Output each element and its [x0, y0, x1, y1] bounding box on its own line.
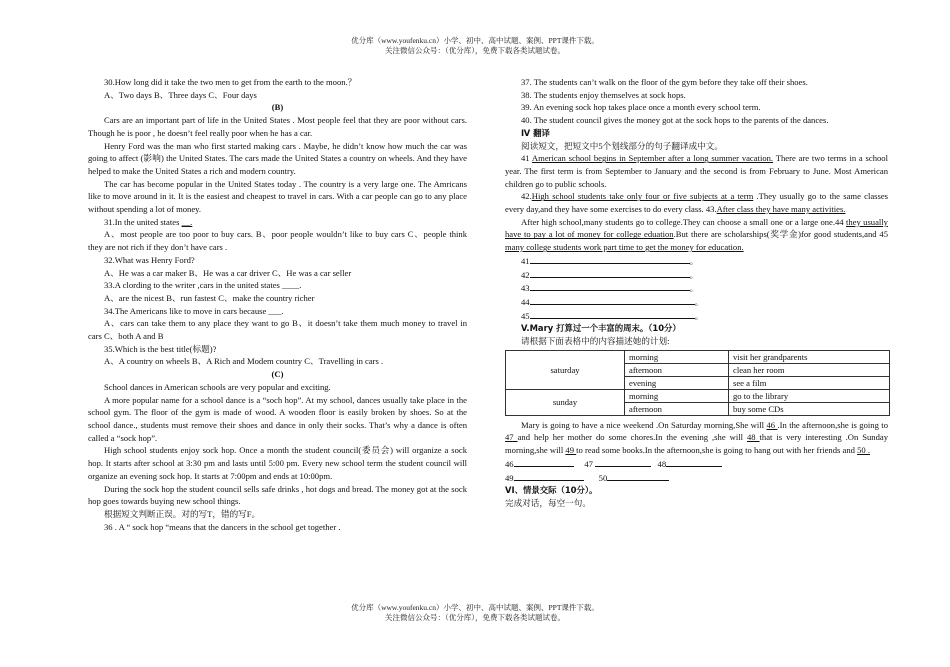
- question-33-options: A、are the nicest B、run fastest C、make the country richer: [104, 292, 315, 303]
- mary-text-2: .In the afternoon,she is going to: [777, 419, 888, 430]
- page-footer: [0, 603, 950, 623]
- question-36: 36 . A “ sock hop “means that the dancers in the school get together .: [104, 521, 341, 532]
- blank-46[interactable]: 46: [766, 419, 778, 430]
- passage-b-paragraph-2: Henry Ford was the man who first started making cars . Maybe, he didn’t know how much the car was going to affect (影响) the United States. The cars made the United States a country on wheels. And they have helped to make the United States a rich and modern country.: [88, 140, 467, 176]
- t42-rest: .They usually go to the same classes every day,and they have some exercises to do every class. 43.: [505, 191, 888, 215]
- t42-number: 42.: [521, 191, 532, 202]
- question-31-options: A、most people are too poor to buy cars. B、poor people wouldn’t like to buy cars C、people think they are not rich if they don’t have cars .: [88, 229, 467, 253]
- section-6-instructions: 完成对话，每空一句。: [505, 497, 591, 508]
- answer-45-blank[interactable]: [530, 309, 695, 319]
- weekend-plan-table: [505, 350, 890, 416]
- answers-row-2: [505, 471, 888, 485]
- question-31-blank: __.: [181, 216, 193, 227]
- passage-c-paragraph-3: High school students enjoy sock hop. Once a month the student council(委员会) will organize a sock hop. It starts after school at 3:30 pm and lasts until 5:00 pm. Every new school term the student council will organize an evening sock hop. It starts at 7:00pm and ends at 10:00pm.: [88, 445, 467, 481]
- section-b-heading: (B): [271, 102, 284, 113]
- header-line-1: 优分库（www.youfenku.cn）小学、初中、高中试题、案例、PPT课件下载。: [351, 36, 599, 45]
- blank-48[interactable]: 48: [746, 432, 760, 443]
- table-row: [506, 350, 890, 363]
- translation-paragraph-2: [505, 190, 888, 215]
- answer-48-blank[interactable]: [666, 457, 722, 467]
- answer-46-blank[interactable]: [514, 457, 574, 467]
- question-31: [88, 216, 467, 229]
- mary-text-1: Mary is going to have a nice weekend .On Saturday morning,She will: [521, 419, 767, 430]
- passage-b-paragraph-3: The car has become popular in the United States today . The country is a very large one. The Amricans like to move around in it. It is the easiest and cheapest to travel in cars. With a car people can go to any place without spending a lot of money.: [88, 178, 467, 215]
- question-33: 33.A clording to the writer ,cars in the united states ____.: [104, 280, 302, 291]
- t45-underlined: many college students work part time to get the money for education.: [505, 242, 744, 253]
- mary-paragraph: [505, 419, 888, 457]
- answer-41-label: 41: [521, 255, 530, 266]
- answer-45-end: 。: [694, 310, 704, 321]
- t41-rest: There are two terms in a school year. The first term is from September to January and the second is from February to June. Most American children go to public schools.: [505, 153, 888, 189]
- plan-cell: visit her grandparents: [729, 350, 890, 363]
- question-40: 40. The student council gives the money got at the sock hops to the parents of the dances.: [521, 115, 829, 126]
- t43-underlined: After class they have many activities.: [716, 204, 846, 215]
- question-35: 35.Which is the best title(标题)?: [104, 343, 217, 354]
- passage-b-paragraph-1: Cars are an important part of life in the United States . Most people feel that they are poor without cars. Though he is poor , he doesn’t feel really poor when he has a car.: [88, 115, 467, 138]
- true-false-instructions: 根据短文判断正误。对的写T，错的写F。: [104, 508, 261, 519]
- question-35-options: A、A country on wheels B、A Rich and Modem country C、Travelling in cars .: [104, 356, 384, 367]
- section-5-instructions: 请根据下面表格中的内容描述她的计划:: [521, 336, 670, 347]
- mary-text-3: and help her mother do some chores.In the evening ,she will: [517, 432, 747, 443]
- question-32: 32.What was Henry Ford?: [104, 254, 195, 265]
- plan-cell: see a film: [729, 376, 890, 389]
- time-cell: afternoon: [625, 402, 729, 415]
- section-6-title: VI、情景交际（10分）。: [505, 485, 598, 496]
- t44-underlined: they usually have to pay a lot of money for college eduation: [505, 216, 888, 240]
- time-cell: morning: [625, 389, 729, 402]
- section-4-instructions: 阅读短文，把短文中5个划线部分的句子翻译成中文。: [521, 140, 723, 151]
- answer-line-41[interactable]: [505, 254, 888, 268]
- answer-49-label: 49: [505, 472, 514, 483]
- answer-43-label: 43: [521, 283, 530, 294]
- plan-cell: clean her room: [729, 363, 890, 376]
- answer-43-blank[interactable]: [530, 281, 690, 291]
- t41-underlined: American school begins in September after a long summer vacation.: [531, 153, 774, 164]
- answer-47-blank[interactable]: [595, 457, 651, 467]
- time-cell: morning: [625, 350, 729, 363]
- question-34: 34.The Americans like to move in cars because ___.: [104, 305, 284, 316]
- blank-49[interactable]: 49: [565, 445, 577, 456]
- mary-text-4: that is very interesting .On Sunday morning,she will: [505, 432, 889, 456]
- answer-48-label: 48: [657, 458, 667, 469]
- answer-50-blank[interactable]: [607, 471, 669, 481]
- answers-row-1: [505, 457, 888, 471]
- t42-underlined: High school students take only four or five subjects at a term: [531, 191, 754, 202]
- answer-41-blank[interactable]: [530, 254, 690, 264]
- passage-c-paragraph-1: School dances in American schools are very popular and exciting.: [104, 381, 331, 392]
- answer-line-44[interactable]: [505, 295, 888, 309]
- section-c-heading: (C): [271, 369, 284, 380]
- answer-45-label: 45: [521, 310, 530, 321]
- t44-pre: After high school,many students go to college.They can choose a small one or a large one.44: [521, 216, 846, 227]
- answer-44-label: 44: [521, 296, 530, 307]
- answer-46-label: 46: [505, 458, 514, 469]
- answer-42-blank[interactable]: [530, 268, 690, 278]
- time-cell: evening: [625, 376, 729, 389]
- answer-47-label: 47: [584, 458, 593, 469]
- left-column: [88, 76, 467, 533]
- question-34-options: A、cars can take them to any place they want to go B、it doesn’t take them much money to travel in cars C、both A and B: [88, 318, 467, 342]
- footer-line-1: 优分库（www.youfenku.cn）小学、初中、高中试题、案例、PPT课件下载。: [351, 603, 599, 612]
- translation-paragraph-3: [505, 216, 888, 254]
- blank-47[interactable]: 47: [505, 432, 518, 443]
- section-4-title: Ⅳ 翻译: [521, 127, 550, 138]
- answer-44-end: 。: [694, 296, 704, 307]
- question-32-options: A、He was a car maker B、He was a car driver C、He was a car seller: [104, 267, 352, 278]
- answer-50-label: 50: [598, 472, 608, 483]
- question-30-options: A、Two days B、Three days C、Four days: [104, 89, 257, 100]
- question-39: 39. An evening sock hop takes place once a month every school term.: [521, 102, 761, 113]
- blank-50[interactable]: 50 .: [857, 445, 870, 456]
- answer-42-end: 。: [689, 269, 699, 280]
- footer-line-2: 关注微信公众号：（优分库），免费下载各类试题试卷。: [385, 613, 565, 622]
- right-column: [505, 76, 888, 510]
- passage-c-paragraph-2: A more popular name for a school dance is a “soch hop”. At my school, dances usually take place in the school gym. The floor of the gym is made of wood. A wooden floor is easily broken by shoes. So at the school dance., students must remove their shoes and dance in only their socks. That’s why a dance is often called a “sock hop”.: [88, 394, 467, 443]
- passage-c-paragraph-4: During the sock hop the student council sells safe drinks , hot dogs and bread. The money got at the sock hop goes towards buying new school things.: [88, 483, 467, 507]
- plan-cell: buy some CDs: [729, 402, 890, 415]
- header-line-2: 关注微信公众号：（优分库），免费下载各类试题试卷。: [385, 46, 565, 55]
- question-30: 30.How long did it take the two men to get from the earth to the moon.？: [104, 77, 357, 87]
- plan-cell: go to the library: [729, 389, 890, 402]
- table-row: [506, 389, 890, 402]
- day-saturday: saturday: [506, 350, 625, 389]
- mary-text-5: to read some books.In the afternoon,she is going to hang out with her friends and: [576, 445, 858, 456]
- t41-number: 41: [521, 153, 530, 164]
- time-cell: afternoon: [625, 363, 729, 376]
- answer-49-blank[interactable]: [514, 471, 584, 481]
- question-37: 37. The students can’t walk on the floor of the gym before they take off their shoes.: [521, 77, 808, 87]
- answer-43-end: 。: [689, 283, 699, 294]
- day-sunday: sunday: [506, 389, 625, 415]
- answer-line-42[interactable]: [505, 268, 888, 282]
- answer-41-end: 。: [689, 255, 699, 266]
- answer-44-blank[interactable]: [530, 295, 695, 305]
- answer-line-43[interactable]: [505, 281, 888, 295]
- question-31-text: 31.In the united states: [104, 216, 180, 227]
- translation-paragraph-1: [505, 152, 888, 190]
- answer-line-45[interactable]: [505, 309, 888, 323]
- section-5-title: V.Mary 打算过一个丰富的周末。（10分）: [521, 323, 681, 334]
- answer-42-label: 42: [521, 269, 530, 280]
- page-header: [0, 36, 950, 56]
- question-38: 38. The students enjoy themselves at sock hops.: [521, 89, 686, 100]
- t44-mid: .But there are scholarships(奖学金)for good students,and 45: [673, 229, 888, 240]
